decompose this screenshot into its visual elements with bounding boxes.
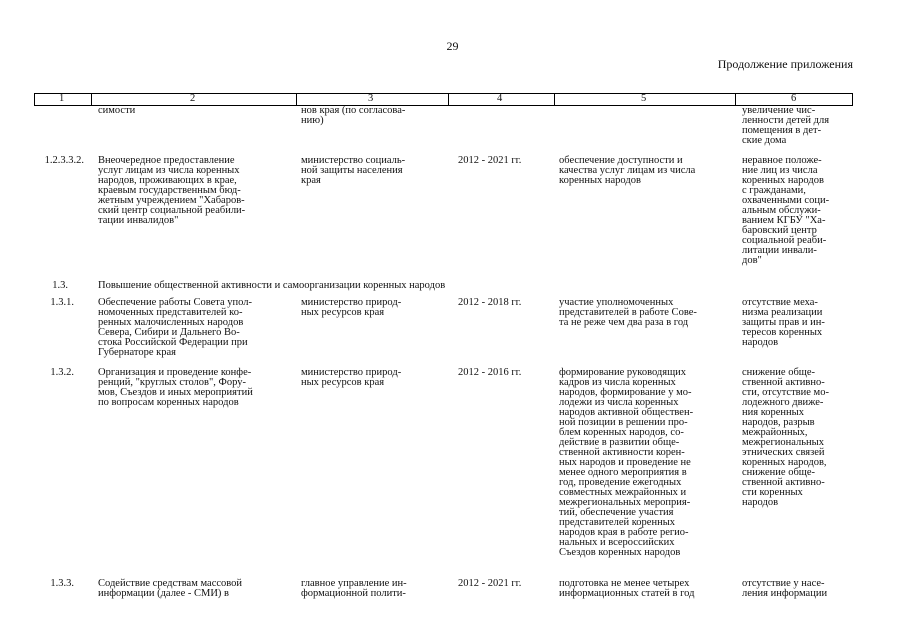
column-header-6: 6	[791, 93, 797, 104]
cell-number: 1.3.3.	[50, 578, 74, 589]
cell-consequence: неравное положе- ние лиц из числа коренных народов с гражданами, охваченными соци- альным обслужи- ванием КГБУ "Ха- баровский центр социальной реаби- литации инвали- дов"	[742, 155, 830, 266]
cell-number: 1.2.3.3.2.	[44, 155, 84, 166]
cell-consequence: отсутствие у насе- ления информации	[742, 578, 828, 599]
column-header-3: 3	[368, 93, 374, 104]
table-header	[34, 93, 853, 106]
cell-period: 2012 - 2021 гг.	[458, 578, 522, 589]
cell-executor: министерство социаль- ной защиты населения края	[301, 155, 406, 186]
cell-number: 1.3.1.	[50, 297, 74, 308]
column-header-2: 2	[190, 93, 196, 104]
cell-result: участие уполномоченных представителей в работе Сове- та не реже чем два раза в год	[559, 297, 697, 328]
cell-activity: Организация и проведение конфе- ренций, "круглых столов", Фору- мов, Съездов и иных мероприятий по вопросам коренных народов	[98, 367, 253, 408]
cell-activity: Содействие средствам массовой информации (далее - СМИ) в	[98, 578, 243, 599]
cell-result: подготовка не менее четырех информационных статей в год	[559, 578, 695, 599]
cell-number: 1.3.2.	[50, 367, 74, 378]
cell-period: 2012 - 2021 гг.	[458, 155, 522, 166]
page-number: 29	[446, 39, 459, 53]
cell-consequence: отсутствие меха- низма реализации защиты прав и ин- тересов коренных народов	[742, 297, 825, 348]
cell-activity-cont: симости	[98, 105, 136, 116]
section-number: 1.3.	[52, 280, 68, 291]
section-title: Повышение общественной активности и самоорганизации коренных народов	[98, 280, 446, 291]
cell-consequence-cont: увеличение чис- ленности детей для помещения в дет- ские дома	[742, 105, 830, 146]
column-header-5: 5	[641, 93, 647, 104]
continuation-note: Продолжение приложения	[717, 57, 853, 71]
cell-executor: министерство природ- ных ресурсов края	[301, 297, 402, 318]
cell-activity: Обеспечение работы Совета упол- номоченных представителей ко- ренных малочисленных народов Севера, Сибири и Дальнего Во- стока Российской Федерации при Губернаторе края	[98, 297, 253, 358]
cell-executor: министерство природ- ных ресурсов края	[301, 367, 402, 388]
cell-executor: главное управление ин- формационной полити-	[301, 578, 407, 599]
cell-result: обеспечение доступности и качества услуг лицам из числа коренных народов	[559, 155, 696, 186]
cell-activity: Внеочередное предоставление услуг лицам из числа коренных народов, проживающих в крае, краевым государственным бюд- жетным учреждением "Хабаров- ский центр социальной реабили- тации инвалидов"	[98, 155, 246, 226]
column-header-4: 4	[497, 93, 503, 104]
cell-period: 2012 - 2016 гг.	[458, 367, 522, 378]
column-header-1: 1	[59, 93, 65, 104]
cell-result: формирование руководящих кадров из числа коренных народов, формирование у мо- лодежи из числа коренных народов активной обществен- ной позиции в решении про- блем коренных народов, со- действие в развитии обще- ственной активности корен- ных народов и проведение не менее одного мероприятия в год, проведение ежегодных совместных межрайонных и межрегиональных мероприя- тий, обеспечение участия представителей коренных народов края в работе регио- нальных и всероссийских Съездов коренных народов	[559, 367, 694, 558]
cell-consequence: снижение обще- ственной активно- сти, отсутствие мо- лодежного движе- ния коренных народов, разрыв межрайонных, межрегиональных этнических связей коренных народов, снижение обще- ственной активно- сти коренных народов	[742, 367, 829, 508]
cell-executor-cont: нов края (по согласова- нию)	[301, 105, 406, 126]
cell-period: 2012 - 2018 гг.	[458, 297, 522, 308]
